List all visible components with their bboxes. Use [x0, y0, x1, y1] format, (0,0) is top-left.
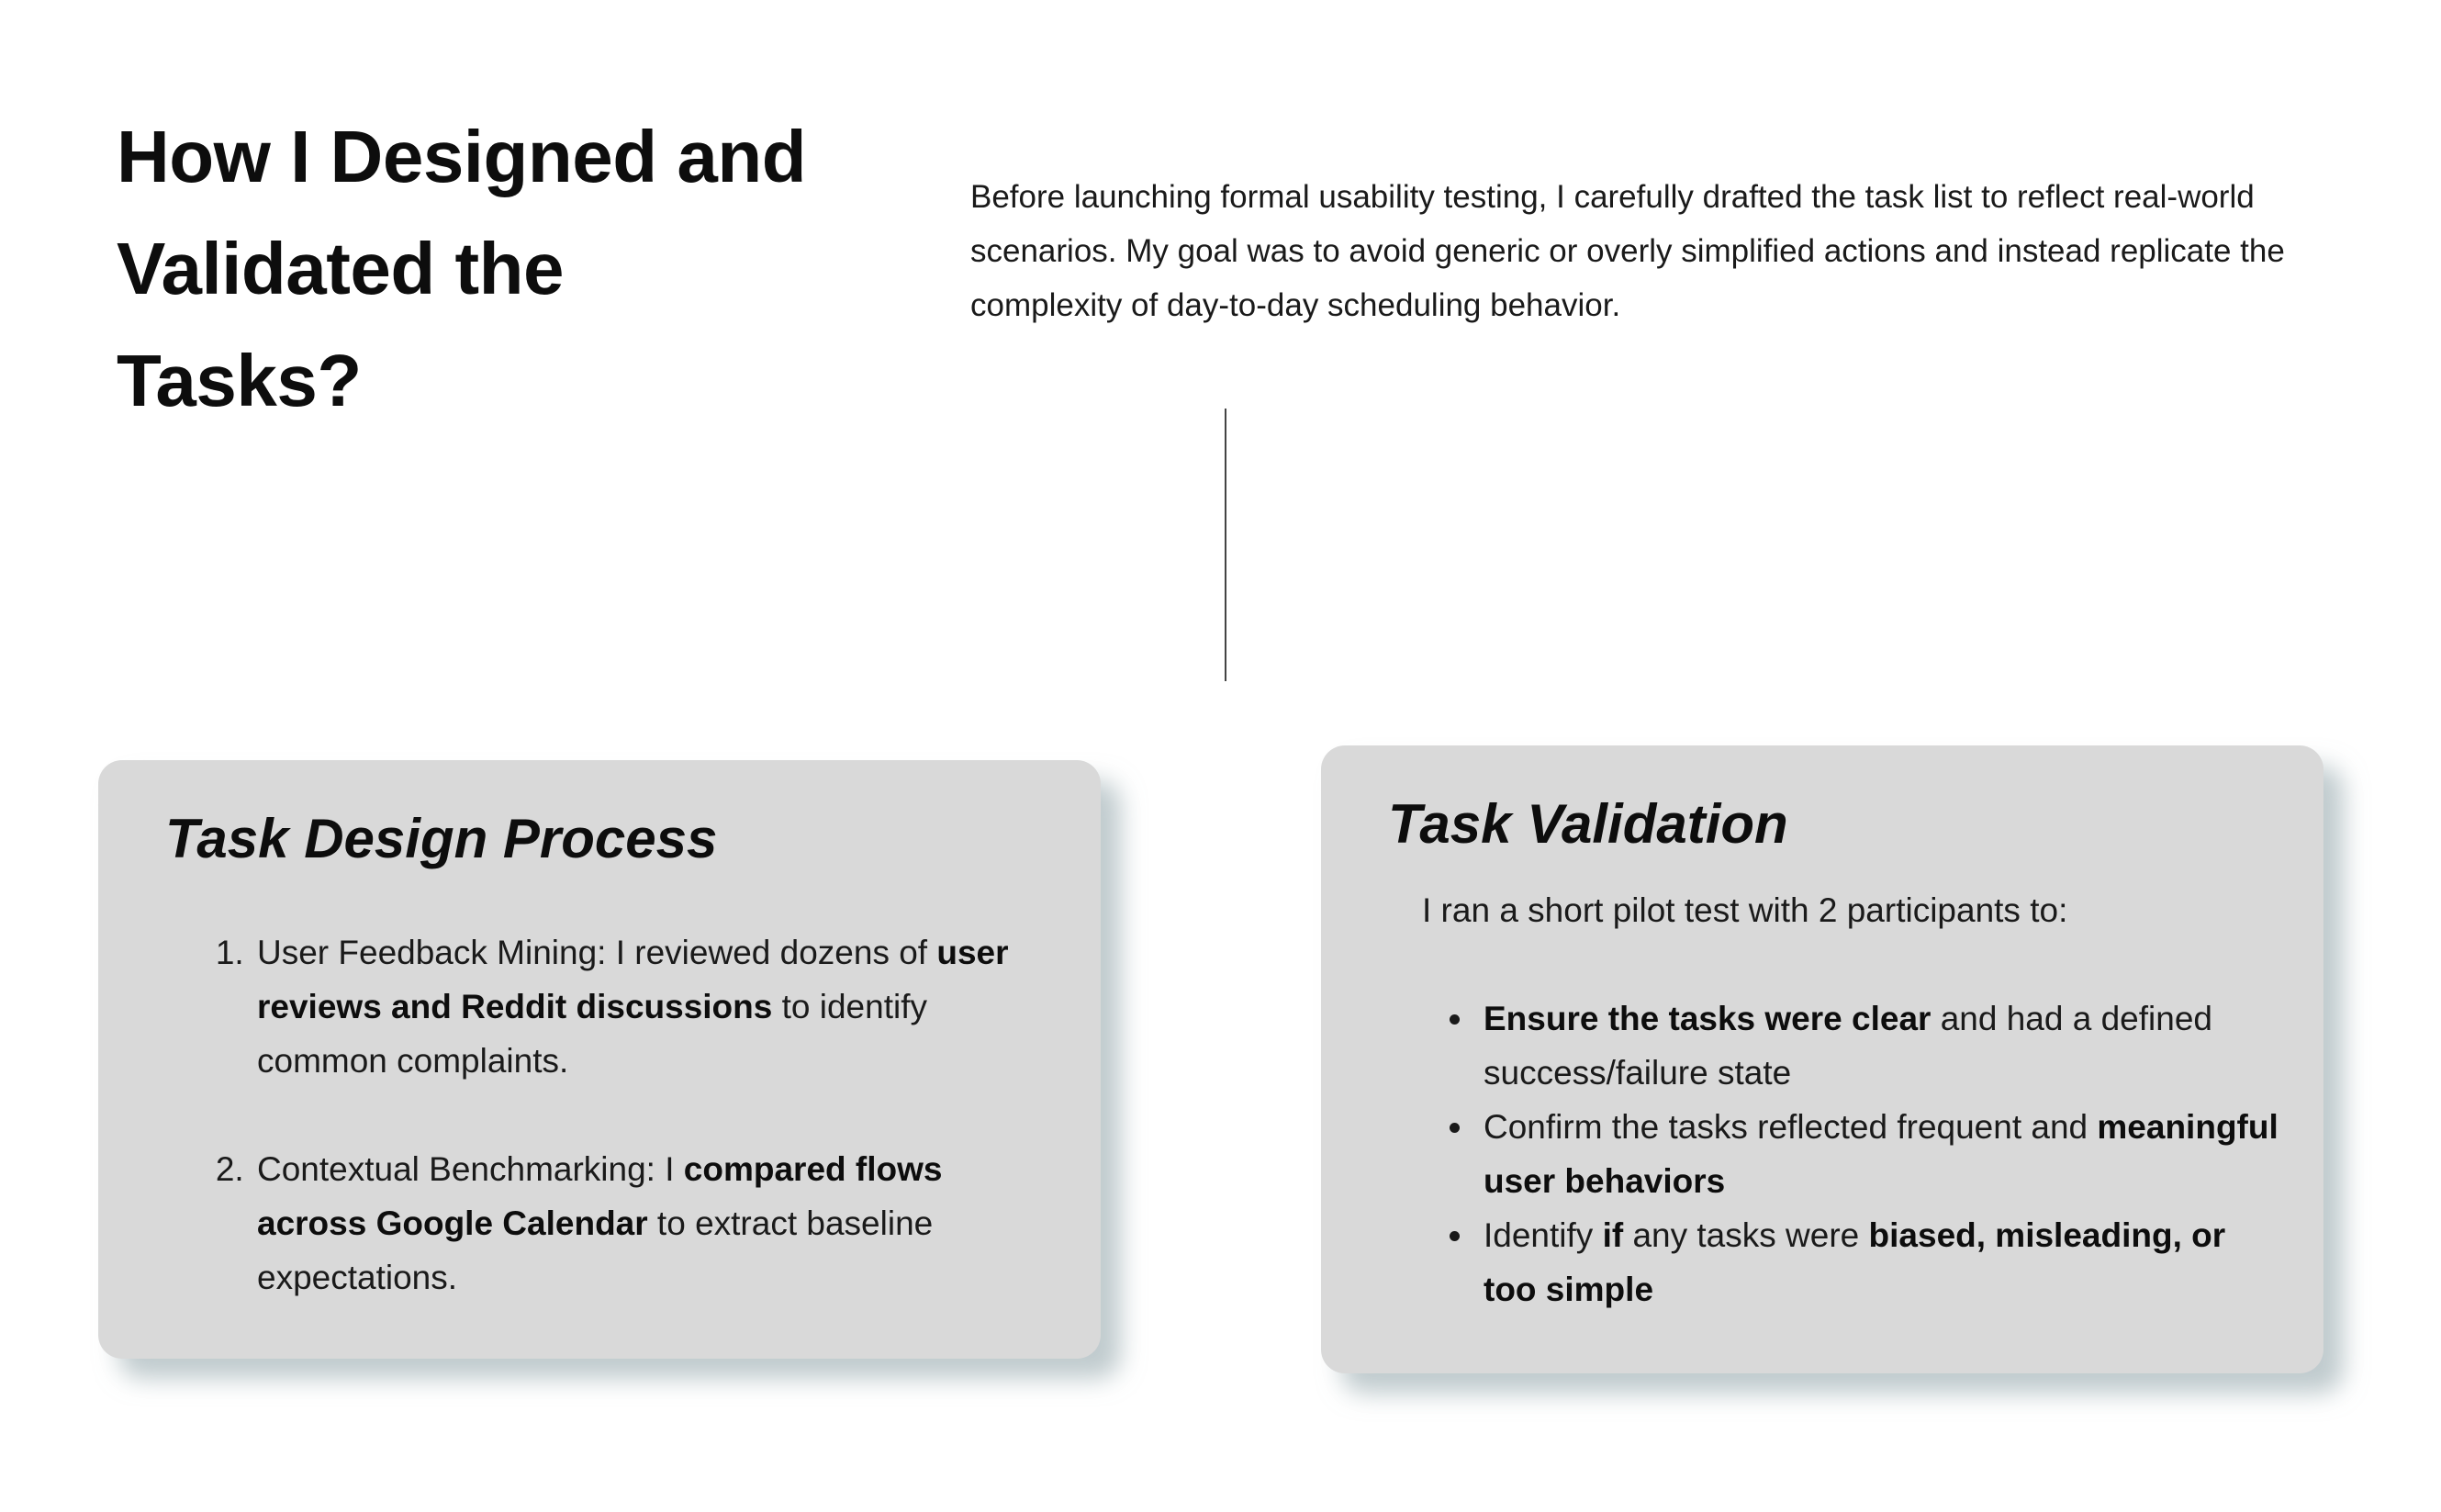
step-contextual-benchmarking: [253, 1142, 1043, 1305]
validation-bullets: [1388, 991, 2284, 1316]
bullet-emphasis: if: [1602, 1216, 1624, 1254]
task-validation-title: Task Validation: [1388, 793, 1788, 855]
task-validation-card: [1321, 745, 2323, 1373]
validation-lead: I ran a short pilot test with 2 participants to:: [1422, 891, 2068, 929]
step-text: Contextual Benchmarking: I: [257, 1150, 684, 1188]
step-text: to extract baseline expectations.: [257, 1204, 934, 1296]
bullet-biased-tasks: [1476, 1208, 2284, 1316]
task-design-card: [98, 760, 1101, 1359]
step-user-feedback-mining: [253, 925, 1043, 1088]
bullet-text: and had a defined success/failure state: [1484, 1000, 2212, 1092]
task-design-steps: [165, 925, 1043, 1305]
bullet-emphasis: biased, misleading, or too simple: [1484, 1216, 2226, 1308]
page-title: How I Designed and Validated the Tasks?: [117, 116, 807, 421]
bullet-text: Confirm the tasks reflected frequent and: [1484, 1108, 2098, 1146]
intro-paragraph: Before launching formal usability testing, I carefully drafted the task list to reflect real-world scenarios. My goal was to avoid generic or overly simplified actions and instead replicate the complexity of day-to-day scheduling behavior.: [970, 179, 2285, 323]
bullet-text: Identify: [1484, 1216, 1603, 1254]
task-design-title: Task Design Process: [165, 808, 718, 869]
step-text: to identify common complaints.: [257, 988, 927, 1080]
step-text: User Feedback Mining: I reviewed dozens of: [257, 934, 937, 971]
vertical-divider: [1225, 409, 1226, 681]
bullet-clear-tasks: [1476, 991, 2284, 1100]
step-emphasis: compared flows across Google Calendar: [257, 1150, 943, 1242]
step-emphasis: user reviews and Reddit discussions: [257, 934, 1009, 1025]
bullet-emphasis: Ensure the tasks were clear: [1484, 1000, 1932, 1037]
bullet-emphasis: meaningful user behaviors: [1484, 1108, 2279, 1200]
bullet-text: any tasks were: [1623, 1216, 1869, 1254]
bullet-frequent-behaviors: [1476, 1100, 2284, 1208]
